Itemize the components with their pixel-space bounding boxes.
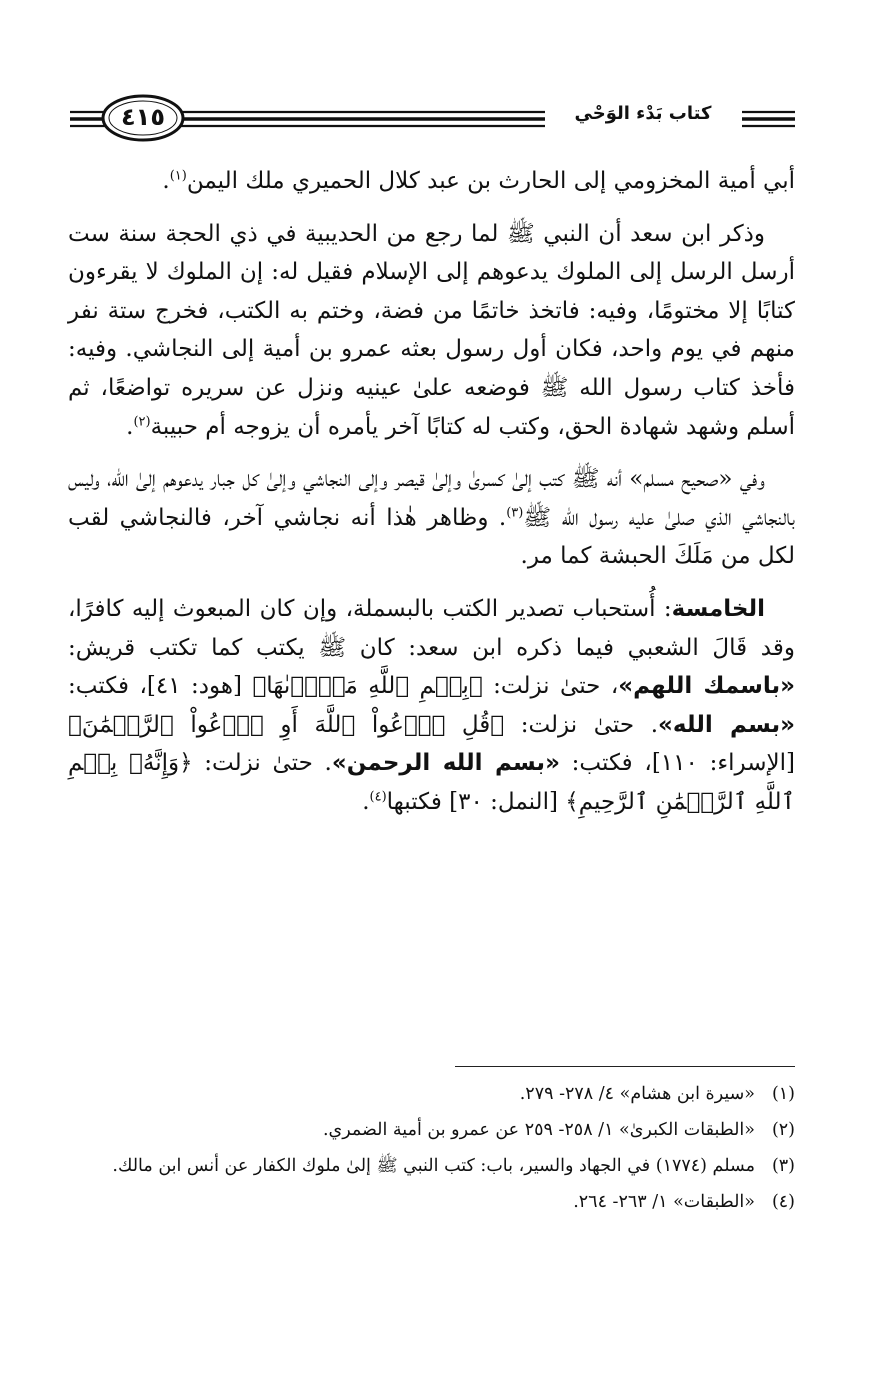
footnote xyxy=(68,1078,795,1110)
footnote-separator xyxy=(455,1066,795,1067)
footnote-text: «الطبقات» ١/ ٢٦٣- ٢٦٤. xyxy=(573,1192,755,1212)
paragraph-text: وذكر ابن سعد أن النبي ﷺ لما رجع من الحديبية في ذي الحجة سنة ست أرسل الرسل إلى الملوك يدعوهم إلى الإسلام فقيل له: إن الملوك لا يقرءون كتابًا إلا مختومًا، وفيه: فاتخذ خاتمًا من فضة، وختم به الكتب، فخرج ستة نفر منهم في يوم واحد، فكان أول رسول بعثه عمرو بن أمية إلى النجاشي. وفيه: فأخذ كتاب رسول الله ﷺ فوضعه علىٰ عينيه ونزل عن سريره تواضعًا، ثم أسلم وشهد شهادة الحق، وكتب له كتابًا آخر يأمره أن يزوجه أم حبيبة xyxy=(68,220,795,440)
footnote-number: (٤) xyxy=(771,1192,795,1212)
footnote-number: (١) xyxy=(771,1084,795,1104)
paragraph-text: وفي «صحيح مسلم» أنه ﷺ كتب إلىٰ كسرىٰ وإلىٰ قيصر وإلى النجاشي وإلىٰ كل جبار يدعوهم إلىٰ الله، وليس بالنجاشي الذي صلىٰ عليه رسول الله ﷺ xyxy=(68,466,795,531)
footnote xyxy=(68,1186,795,1218)
page-number: ٤١٥ xyxy=(121,103,165,131)
paragraph-text: . xyxy=(362,788,370,815)
footnote-text: مسلم (١٧٧٤) في الجهاد والسير، باب: كتب النبي ﷺ إلىٰ ملوك الكفار عن أنس ابن مالك. xyxy=(112,1156,755,1176)
footnote-text: «الطبقات الكبرىٰ» ١/ ٢٥٨- ٢٥٩ عن عمرو بن أمية الضمري. xyxy=(322,1120,755,1140)
footnote-ref: (٣) xyxy=(506,505,524,521)
paragraph-text: . حتىٰ نزلت: ﴿قُلِ ٱدۡعُواْ ٱللَّهَ أَوِ ٱدۡعُواْ ٱلرَّحۡمَٰنَ﴾ [الإسراء: ١١٠]، فكتب: xyxy=(68,711,795,777)
footnote xyxy=(68,1114,795,1146)
footnote-text: «سيرة ابن هشام» ٤/ ٢٧٨- ٢٧٩. xyxy=(519,1084,755,1104)
quoted-formula: «بسم الله الرحمن» xyxy=(331,750,560,777)
paragraph xyxy=(68,460,795,576)
footnote xyxy=(68,1150,795,1182)
paragraph-text: . حتىٰ نزلت: ﴿وَإِنَّهُۥ بِسۡمِ ٱللَّهِ ٱلرَّحۡمَٰنِ ٱلرَّحِيمِ﴾ [النمل: ٣٠] فكتبها xyxy=(68,750,795,815)
paragraph: وذكر ابن سعد أن النبي ﷺ لما رجع من الحديبية في ذي الحجة سنة ست أرسل الرسل إلى الملوك يدعوهم إلى الإسلام فقيل له: إن الملوك لا يقرءون كتابًا إلا مختومًا، وفيه: فاتخذ خاتمًا من فضة، وختم به الكتب، فخرج ستة نفر منهم في يوم واحد، فكان أول رسول بعثه عمرو بن أمية إلى النجاشي. وفيه: فأخذ كتاب رسول الله ﷺ فوضعه علىٰ عينيه ونزل عن سريره تواضعًا، ثم أسلم وشهد شهادة الحق، وكتب له كتابًا آخر يأمره أن يزوجه أم حبيبة$^{(٢)}$. xyxy=(68,220,795,440)
main-text xyxy=(68,162,795,836)
footnote-number: (٢) xyxy=(771,1120,795,1140)
footnote-ref: (١) xyxy=(169,168,187,184)
paragraph-text: : أُستحباب تصدير الكتب بالبسملة، وإن كان المبعوث إليه كافرًا، وقد قَالَ الشعبي فيما ذكره ابن سعد: كان ﷺ يكتب كما تكتب قريش: xyxy=(68,595,795,661)
paragraph: أبي أمية المخزومي إلى الحارث بن عبد كلال الحميري ملك اليمن$^{(١)}$. xyxy=(162,168,795,194)
footnote-ref: (٢) xyxy=(133,413,151,429)
running-title: كتاب بَدْء الوَحْي xyxy=(574,103,712,124)
paragraph xyxy=(68,590,795,822)
footnote-ref: (٤) xyxy=(369,789,387,805)
paragraph-text: . وظاهر هٰذا أنه نجاشي آخر، فالنجاشي لقب لكل من مَلَكَ الحبشة كما مر. xyxy=(68,504,795,570)
section-keyword: الخامسة xyxy=(671,595,765,622)
quoted-formula: «بسم الله» xyxy=(658,711,795,738)
running-header xyxy=(0,0,873,150)
quoted-formula: «باسمك اللهم» xyxy=(618,673,795,700)
paragraph-text: أبي أمية المخزومي إلى الحارث بن عبد كلال الحميري ملك اليمن xyxy=(186,168,795,194)
footnote-number: (٣) xyxy=(771,1156,795,1176)
paragraph-text: ، حتىٰ نزلت: ﴿بِسۡمِ ٱللَّهِ مَجۡرٜىٰهَا﴾ [هود: ٤١]، فكتب: xyxy=(68,673,619,700)
footnotes xyxy=(68,1078,795,1222)
